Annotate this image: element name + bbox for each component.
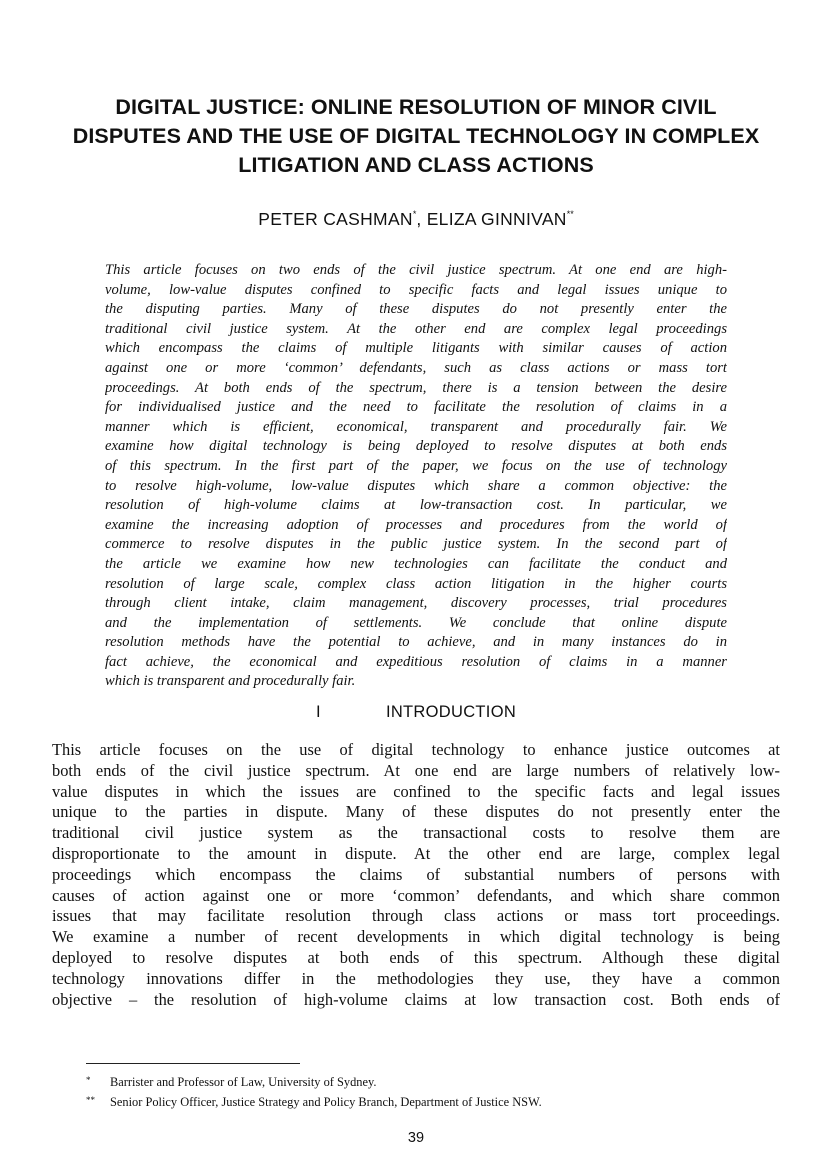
footnote-marker[interactable]: * xyxy=(412,209,417,219)
body-line: disproportionate to the amount in dispute. At the other end are large, complex legal xyxy=(52,843,780,863)
body-line: unique to the parties in dispute. Many of these disputes do not presently enter the xyxy=(52,802,780,822)
abstract-line: commerce to resolve disputes in the public justice system. In the second part of xyxy=(105,536,727,553)
abstract-line: This article focuses on two ends of the civil justice spectrum. At one end are high- xyxy=(105,262,727,278)
footnote-mark: ** xyxy=(86,1095,95,1105)
body-line: value disputes in which the issues are confined to the specific facts and legal issues xyxy=(52,781,780,801)
author-name: PETER CASHMAN xyxy=(258,209,413,229)
abstract-line: which encompass the claims of multiple litigants with similar causes of action xyxy=(105,340,727,357)
body-line: This article focuses on the use of digital technology to enhance justice outcomes at xyxy=(52,740,780,759)
title-line: DISPUTES AND THE USE OF DIGITAL TECHNOLOGY IN COMPLEX xyxy=(72,124,760,148)
author-name: ELIZA GINNIVAN xyxy=(426,209,567,229)
body-line: issues that may facilitate resolution through class actions or mass tort proceedings. xyxy=(52,906,780,926)
body-paragraph xyxy=(52,740,780,1010)
body-line: causes of action against one or more ‘common’ defendants, and which share common xyxy=(52,885,780,905)
body-line: objective – the resolution of high-volume claims at low transaction cost. Both ends of xyxy=(52,989,780,1009)
footnotes xyxy=(86,1071,766,1111)
body-line: We examine a number of recent developments in which digital technology is being xyxy=(52,927,780,947)
abstract-line: manner which is efficient, economical, transparent and procedurally fair. We xyxy=(105,418,727,435)
abstract-line: which is transparent and procedurally fair. xyxy=(105,673,356,690)
article-title xyxy=(60,93,772,180)
author-separator: , xyxy=(416,209,427,229)
body-line: deployed to resolve disputes at both ends of this spectrum. Although these digital xyxy=(52,947,780,967)
abstract-line: volume, low-value disputes confined to specific facts and legal issues unique to xyxy=(105,281,727,298)
footnote xyxy=(86,1091,766,1111)
abstract-line: the article we examine how new technologies can facilitate the conduct and xyxy=(105,555,727,572)
body-line: technology innovations differ in the methodologies they use, they have a common xyxy=(52,968,780,988)
footnote-divider xyxy=(86,1063,300,1064)
section-title: INTRODUCTION xyxy=(385,703,517,721)
abstract-line: resolution of high-volume claims at low-transaction cost. In particular, we xyxy=(105,497,727,514)
section-number: I xyxy=(315,703,321,721)
abstract-line: resolution of large scale, complex class action litigation in the higher courts xyxy=(105,575,727,592)
title-line: LITIGATION AND CLASS ACTIONS xyxy=(238,153,594,177)
abstract-line: for individualised justice and the need to facilitate the resolution of claims in a xyxy=(105,399,727,416)
abstract-line: of this spectrum. In the first part of the paper, we focus on the use of technology xyxy=(105,457,727,474)
abstract-line: examine how digital technology is being deployed to resolve disputes at both ends xyxy=(105,438,727,455)
title-line: DIGITAL JUSTICE: ONLINE RESOLUTION OF MINOR CIVIL xyxy=(115,95,717,119)
author-line xyxy=(60,202,772,231)
footnote xyxy=(86,1071,766,1091)
abstract-line: and the implementation of settlements. We conclude that online dispute xyxy=(105,614,727,631)
footnote-mark: * xyxy=(86,1075,91,1085)
abstract-line: proceedings. At both ends of the spectrum, there is a tension between the desire xyxy=(105,379,727,396)
abstract-line: examine the increasing adoption of processes and procedures from the world of xyxy=(105,516,727,533)
abstract-line: through client intake, claim management, discovery processes, trial procedures xyxy=(105,595,727,612)
footnote-text: Barrister and Professor of Law, University of Sydney. xyxy=(110,1075,377,1089)
body-line: both ends of the civil justice spectrum. At one end are large numbers of relatively low- xyxy=(52,760,780,780)
abstract-line: the disputing parties. Many of these disputes do not presently enter the xyxy=(105,301,727,318)
footnote-marker[interactable]: ** xyxy=(566,209,574,219)
page-number: 39 xyxy=(407,1130,425,1146)
footnote-text: Senior Policy Officer, Justice Strategy and Policy Branch, Department of Justice NSW. xyxy=(110,1095,542,1109)
body-line: traditional civil justice system as the transactional costs to resolve them are xyxy=(52,823,780,843)
abstract-line: traditional civil justice system. At the other end are complex legal proceedings xyxy=(105,320,727,337)
body-line: proceedings which encompass the claims of substantial numbers of persons with xyxy=(52,864,780,884)
abstract-line: fact achieve, the economical and expeditious resolution of claims in a manner xyxy=(105,653,727,670)
abstract-line: resolution methods have the potential to achieve, and in many instances do in xyxy=(105,634,727,651)
abstract-line: against one or more ‘common’ defendants, such as class actions or mass tort xyxy=(105,359,727,376)
abstract-line: to resolve high-volume, low-value disputes which share a common objective: the xyxy=(105,477,727,494)
abstract xyxy=(105,261,727,692)
section-heading xyxy=(60,701,772,723)
